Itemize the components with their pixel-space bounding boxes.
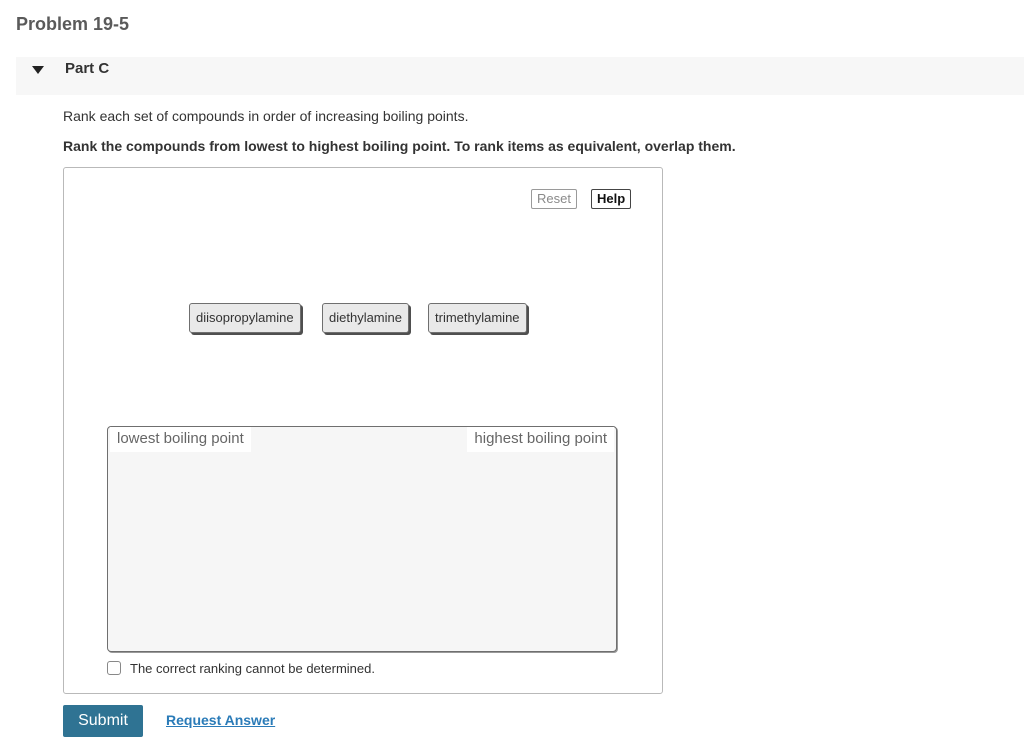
highest-label: highest boiling point [467,427,614,452]
cannot-determine-row[interactable] [107,659,375,677]
submit-button[interactable]: Submit [63,705,143,737]
draggable-item-diisopropylamine[interactable]: diisopropylamine [189,303,301,333]
reset-button[interactable]: Reset [531,189,577,209]
draggable-item-trimethylamine[interactable]: trimethylamine [428,303,527,333]
request-answer-link[interactable]: Request Answer [166,712,276,728]
problem-title: Problem 19-5 [16,14,130,34]
part-header[interactable] [16,57,1024,95]
part-label: Part C [65,60,110,77]
question-prompt: Rank each set of compounds in order of increasing boiling points. [63,108,469,124]
ranking-panel [63,167,663,694]
question-instruction: Rank the compounds from lowest to highest boiling point. To rank items as equivalent, overlap them. [63,138,736,154]
cannot-determine-label[interactable]: The correct ranking cannot be determined. [130,660,375,676]
help-button[interactable]: Help [591,189,631,209]
caret-down-icon[interactable] [32,65,44,75]
cannot-determine-checkbox[interactable] [107,661,121,675]
draggable-item-diethylamine[interactable]: diethylamine [322,303,409,333]
ranking-drop-zone[interactable] [107,426,617,652]
lowest-label: lowest boiling point [110,427,251,452]
